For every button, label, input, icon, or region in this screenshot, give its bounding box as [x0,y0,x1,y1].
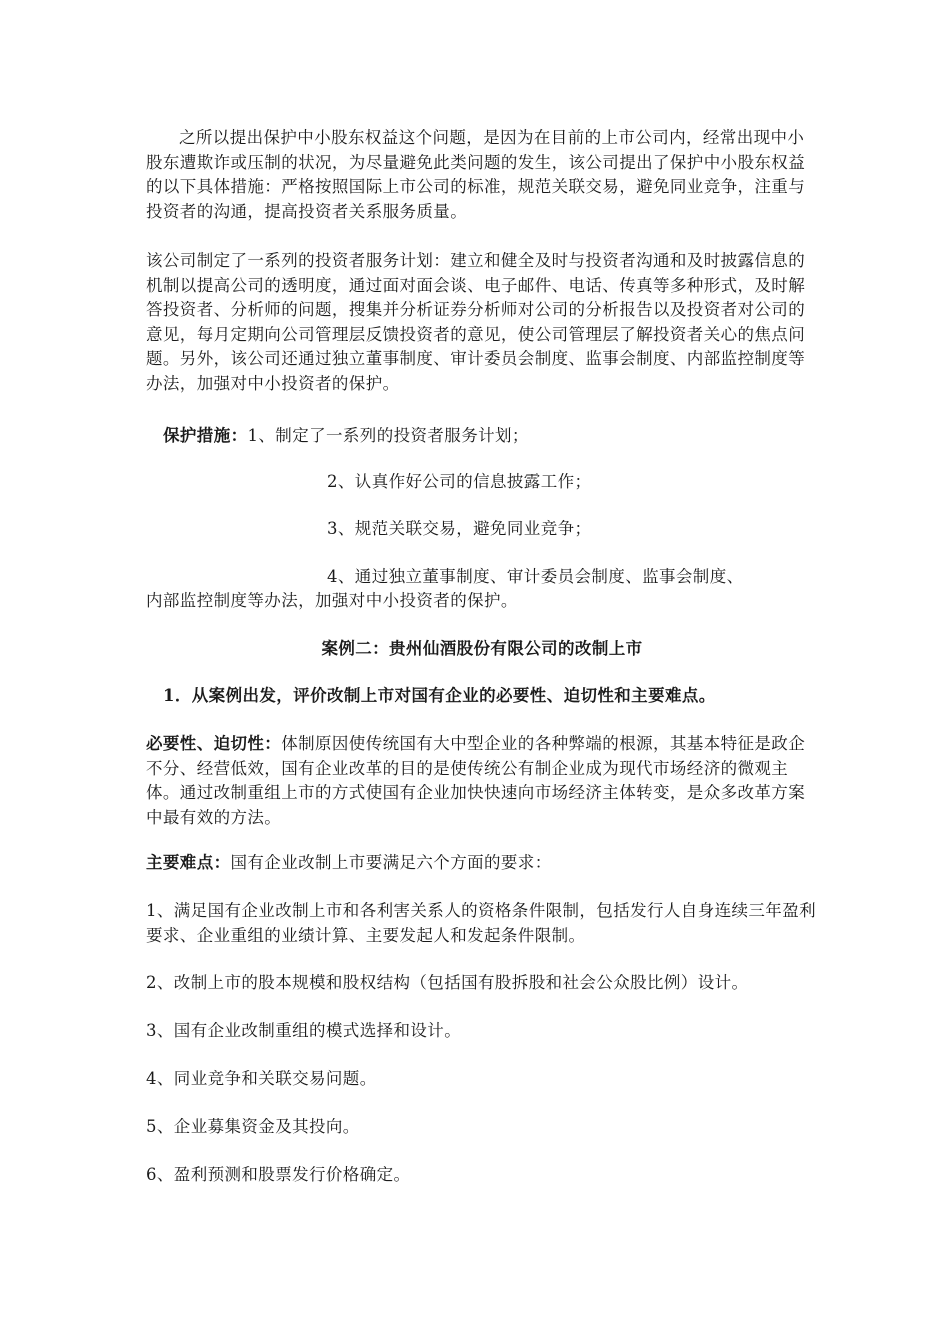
measures-label: 保护措施： [163,426,248,445]
requirement-item-5: 5、企业募集资金及其投向。 [146,1117,360,1136]
requirement-item-2: 2、改制上市的股本规模和股权结构（包括国有股拆股和社会公众股比例）设计。 [146,973,749,992]
measure-item-2: 2、认真作好公司的信息披露工作； [327,472,592,491]
requirement-item-1: 1、满足国有企业改制上市和各利害关系人的资格条件限制，包括发行人自身连续三年盈利要求、企业重组的业绩计算、主要发起人和发起条件限制。 [146,901,816,945]
difficulty-text: 国有企业改制上市要满足六个方面的要求： [230,853,552,872]
question-one: 1．从案例出发，评价改制上市对国有企业的必要性、迫切性和主要难点。 [163,686,716,705]
measure-item-1-line [163,424,529,449]
measure-item-3: 3、规范关联交易，避免同业竞争； [327,519,592,538]
case-two-title: 案例二：贵州仙酒股份有限公司的改制上市 [321,639,643,658]
difficulty-label: 主要难点： [146,853,231,872]
paragraph-intro: 之所以提出保护中小股东权益这个问题，是因为在目前的上市公司内，经常出现中小股东遭欺诈或压制的状况，为尽量避免此类问题的发生，该公司提出了保护中小股东权益的以下具体措施：严格按照国际上市公司的标准，规范关联交易，避免同业竞争，注重与投资者的沟通，提高投资者关系服务质量。 [146,128,806,221]
requirement-item-6: 6、盈利预测和股票发行价格确定。 [146,1165,411,1184]
requirement-item-4: 4、同业竞争和关联交易问题。 [146,1069,377,1088]
paragraph-necessity [146,732,818,830]
measure-item-4-line1: 4、通过独立董事制度、审计委员会制度、监事会制度、 [327,567,744,586]
paragraph-difficulty [146,851,818,876]
necessity-text: 体制原因使传统国有大中型企业的各种弊端的根源，其基本特征是政企不分、经营低效，国有企业改革的目的是使传统公有制企业成为现代市场经济的微观主体。通过改制重组上市的方式使国有企业加快快速向市场经济主体转变，是众多改革方案中最有效的方法。 [146,734,806,827]
requirement-item-3: 3、国有企业改制重组的模式选择和设计。 [146,1021,462,1040]
measure-item-1: 1、制定了一系列的投资者服务计划； [247,426,529,445]
measure-item-4-line2: 内部监控制度等办法，加强对中小投资者的保护。 [146,591,518,610]
necessity-label: 必要性、迫切性： [146,734,282,753]
paragraph-investor-service: 该公司制定了一系列的投资者服务计划：建立和健全及时与投资者沟通和及时披露信息的机制以提高公司的透明度，通过面对面会谈、电子邮件、电话、传真等多种形式，及时解答投资者、分析师的问题，搜集并分析证券分析师对公司的分析报告以及投资者对公司的意见，每月定期向公司管理层反馈投资者的意见，使公司管理层了解投资者关心的焦点问题。另外，该公司还通过独立董事制度、审计委员会制度、监事会制度、内部监控制度等办法，加强对中小投资者的保护。 [146,251,806,393]
